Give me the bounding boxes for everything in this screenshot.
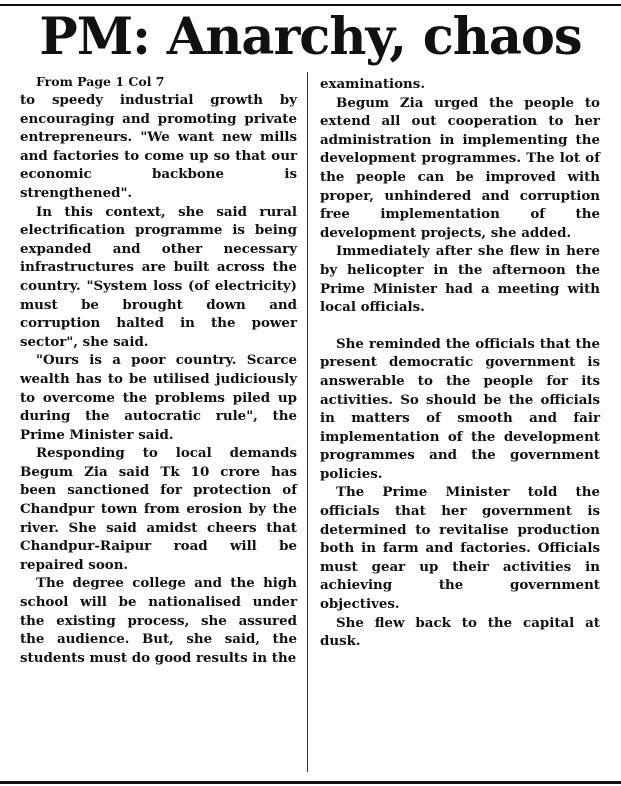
paragraph: "Ours is a poor country. Scarce wealth has to be utilised judiciously to overcome the problems piled up during the autocratic rule", the Prime Minister said.: [20, 352, 297, 443]
paragraph: She flew back to the capital at dusk.: [320, 614, 600, 650]
paragraph: Begum Zia urged the people to extend all out cooperation to her administration in implementing the development programmes. The lot of the people can be improved with proper, unhindered and corruption free implementation of the development projects, she added.: [320, 94, 600, 241]
paragraph: She reminded the officials that the present democratic government is answerable to the people for its activities. So should be the officials in matters of smooth and fair implementation of the development programmes and the government policies.: [320, 335, 600, 482]
paragraph: to speedy industrial growth by encouraging and promoting private entrepreneurs. "We want new mills and factories to come up so that our economic backbone is strengthened".: [20, 92, 297, 201]
paragraph: Responding to local demands Begum Zia said Tk 10 crore has been sanctioned for protection of Chandpur town from erosion by the river. She said amidst cheers that Chandpur-Raipur road will be repaired soon.: [20, 445, 297, 573]
column-divider: [307, 72, 308, 772]
article-column-right: [320, 75, 600, 651]
bottom-rule: [0, 781, 621, 784]
jump-line: From Page 1 Col 7: [36, 74, 165, 89]
paragraph: In this context, she said rural electrification programme is being expanded and other necessary infrastructures are built across the country. "System loss (of electricity) must be brought down and corruption halted in the power sector", she said.: [20, 203, 297, 350]
paragraph: The Prime Minister told the officials that her government is determined to revitalise production both in farm and factories. Officials must gear up their activities in achieving the government objectives.: [320, 484, 600, 613]
paragraph: The degree college and the high school will be nationalised under the existing process, she assured the audience. But, she said, the students must do good results in the: [20, 575, 297, 666]
paragraph: examinations.: [320, 76, 425, 92]
paragraph: Immediately after she flew in here by helicopter in the afternoon the Prime Minister had a meeting with local officials.: [320, 243, 600, 316]
headline: PM: Anarchy, chaos: [39, 7, 582, 67]
article-column-left: [20, 73, 297, 667]
